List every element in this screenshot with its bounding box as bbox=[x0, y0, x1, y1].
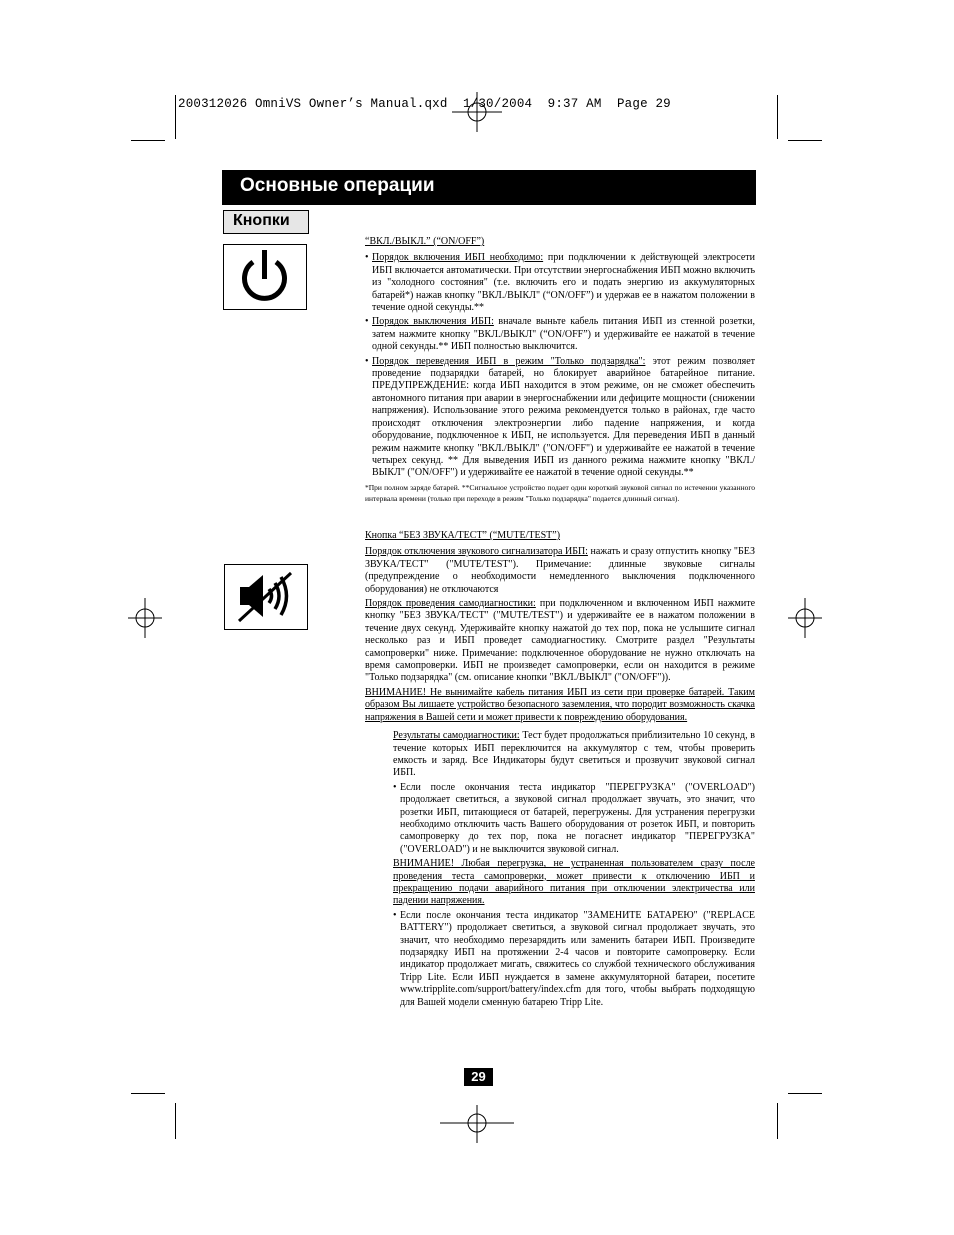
overload-bullet: • Если после окончания теста индикатор "ПЕРЕГРУЗКА" ("OVERLOAD") продолжает светиться, а звуковой сигнал продолжает звучать, это значит, что розетки ИБП, питающиеся от батарей, перегружены. Для устранения перегрузки необходимо отключить часть Вашего оборудования от розеток ИБП, и повторить самопроверку до тех пор, пока не погаснет индикатор "ПЕРЕГРУЗКА" ("OVERLOAD") и не выключится звуковой сигнал. bbox=[393, 782, 755, 856]
subsection-label bbox=[223, 210, 309, 234]
warning-unplug: ВНИМАНИЕ! Не вынимайте кабель питания ИБП из сети при проверке батарей. Таким образом Вы лишаете устройство безопасного заземления, что породит возможность скачка напряжения в Вашей сети и может привести к повреждению оборудования. bbox=[365, 686, 755, 723]
registration-mark-bottom bbox=[440, 1105, 514, 1145]
warning-overload: ВНИМАНИЕ! Любая перегрузка, не устраненная пользователем сразу после проведения теста самопроверки, может привести к отключению ИБП и прекращению подачи аварийного питания при отключении электричества или падении напряжения. bbox=[393, 858, 755, 907]
mute-section bbox=[365, 530, 755, 1011]
speaker-muted-icon bbox=[225, 565, 306, 628]
file-slug: 200312026 OmniVS Owner’s Manual.qxd 1/30/2004 9:37 AM Page 29 bbox=[178, 97, 671, 111]
crop-mark bbox=[175, 95, 176, 139]
mute-heading: Кнопка “БЕЗ ЗВУКА/ТЕСТ” (“MUTE/TEST”) bbox=[365, 530, 561, 541]
mute-silence-paragraph: Порядок отключения звукового сигнализатора ИБП: нажать и сразу отпустить кнопку "БЕЗ ЗВУКА/ТЕСТ" ("MUTE/TEST"). Примечание: длинные звуковые сигналы (предупреждение о необходимости немедленного выключения подключенного оборудования) не отключаются bbox=[365, 546, 755, 595]
page-title: Основные операции bbox=[240, 175, 435, 196]
registration-mark-left bbox=[128, 598, 162, 638]
power-button-illustration bbox=[223, 244, 307, 310]
self-test-paragraph: Порядок проведения самодиагностики: при подключенном и включенном ИБП нажмите кнопку "БЕЗ ЗВУКА/ТЕСТ" ("MUTE/TEST") и удерживайте ее в нажатом положении в течение двух секунд. Удерживайте кнопку нажатой до тех пор, пока не услышите сигнал несколько раз и ИБП проведет самодиагностику. Смотрите раздел "Результаты самопроверки" ниже. Примечание: подключенное оборудование не нужно отключать на время самопроверки. ИБП не произведет самопроверки, если он находится в режиме "Только подзарядка" (см. описание кнопки "ВКЛ./ВЫКЛ" ("ON/OFF")). bbox=[365, 598, 756, 684]
registration-mark-right bbox=[788, 598, 822, 638]
crop-mark bbox=[175, 1103, 176, 1139]
onoff-item-power-off: • Порядок выключения ИБП: вначале выньте кабель питания ИБП из стенной розетки, затем нажмите кнопку "ВКЛ./ВЫКЛ" (“ON/OFF”) и удерживайте ее нажатой в течение одной секунды.** ИБП полностью выключится. bbox=[365, 316, 755, 353]
self-test-results bbox=[365, 730, 755, 1009]
crop-mark bbox=[777, 95, 778, 139]
footnote: *При полном заряде батарей. **Сигнальное устройство подает один короткий звуковой сигнал по истечении указанного интервала времени (только при переходе в режим "Только подзарядка" подается длинный сигнал). bbox=[365, 482, 755, 503]
mute-button-illustration bbox=[224, 564, 308, 630]
subsection-title: Кнопки bbox=[233, 212, 290, 229]
registration-mark-top bbox=[452, 92, 502, 132]
replace-battery-bullet: • Если после окончания теста индикатор "ЗАМЕНИТЕ БАТАРЕЮ" ("REPLACE BATTERY") продолжает светиться, а звуковой сигнал продолжает звучать, это значит, что необходимо перезарядить или заменить батареи ИБП. Произведите подзарядку ИБП на протяжении 2-4 часов и повторите самопроверку. Если индикатор продолжает мигать, свяжитесь со службой технического обслуживания Tripp Lite. Если ИБП нуждается в замене аккумуляторной батареи, посетите www.tripplite.com/support/battery/index.cfm для того, чтобы выбрать подходящую для Вашей модели сменную батарею Tripp Lite. bbox=[393, 910, 755, 1009]
page-number: 29 bbox=[464, 1068, 493, 1086]
crop-mark bbox=[131, 1093, 165, 1094]
onoff-item-charge-only: • Порядок переведения ИБП в режим "Только подзарядка": этот режим позволяет проведение подзарядки батарей, но блокирует аварийное батарейное питание. ПРЕДУПРЕЖДЕНИЕ: когда ИБП находится в этом режиме, он не сможет обеспечить автономного питания при аварии в энергоснабжении или дефиците мощности (снижении напряжения). Использование этого режима рекомендуется только в районах, где часто происходят отключения электроэнергии либо падение напряжения, и когда оборудование, подключенное к ИБП, не используется. Для переведения ИБП в данный режим нажмите кнопку "ВКЛ./ВЫКЛ" ("ON/OFF") и удерживайте ее нажатой в течение четырех секунд. ** Для выведения ИБП из данного режима нажмите кнопку "ВКЛ./ВЫКЛ" ("ON/OFF") и удерживайте ее нажатой в течение одной секунды.** bbox=[365, 356, 755, 480]
crop-mark bbox=[131, 140, 165, 141]
onoff-section bbox=[365, 236, 755, 506]
onoff-item-power-on: • Порядок включения ИБП необходимо: при подключении к действующей электросети ИБП включается автоматически. При отсутствии энергоснабжения ИБП можно включить из "холодного состояния" (т.е. включить его и подать энергию из аккумуляторных батарей*) нажав кнопку "ВКЛ./ВЫКЛ" (“ON/OFF”) и удержав ее в нажатом положении в течение одной секунды.** bbox=[365, 252, 755, 314]
results-paragraph: Результаты самодиагностики: Тест будет продолжаться приблизительно 10 секунд, в течение которых ИБП переключится на аккумулятор с тем, чтобы проверить емкость и заряд. Все Индикаторы будут светиться и прозвучит звуковой сигнал ИБП. bbox=[393, 730, 755, 779]
power-icon bbox=[224, 245, 305, 308]
crop-mark bbox=[777, 1103, 778, 1139]
onoff-heading: “ВКЛ./ВЫКЛ.” (“ON/OFF”) bbox=[365, 236, 485, 247]
crop-mark bbox=[788, 140, 822, 141]
crop-mark bbox=[788, 1093, 822, 1094]
section-title-bar bbox=[222, 170, 756, 205]
